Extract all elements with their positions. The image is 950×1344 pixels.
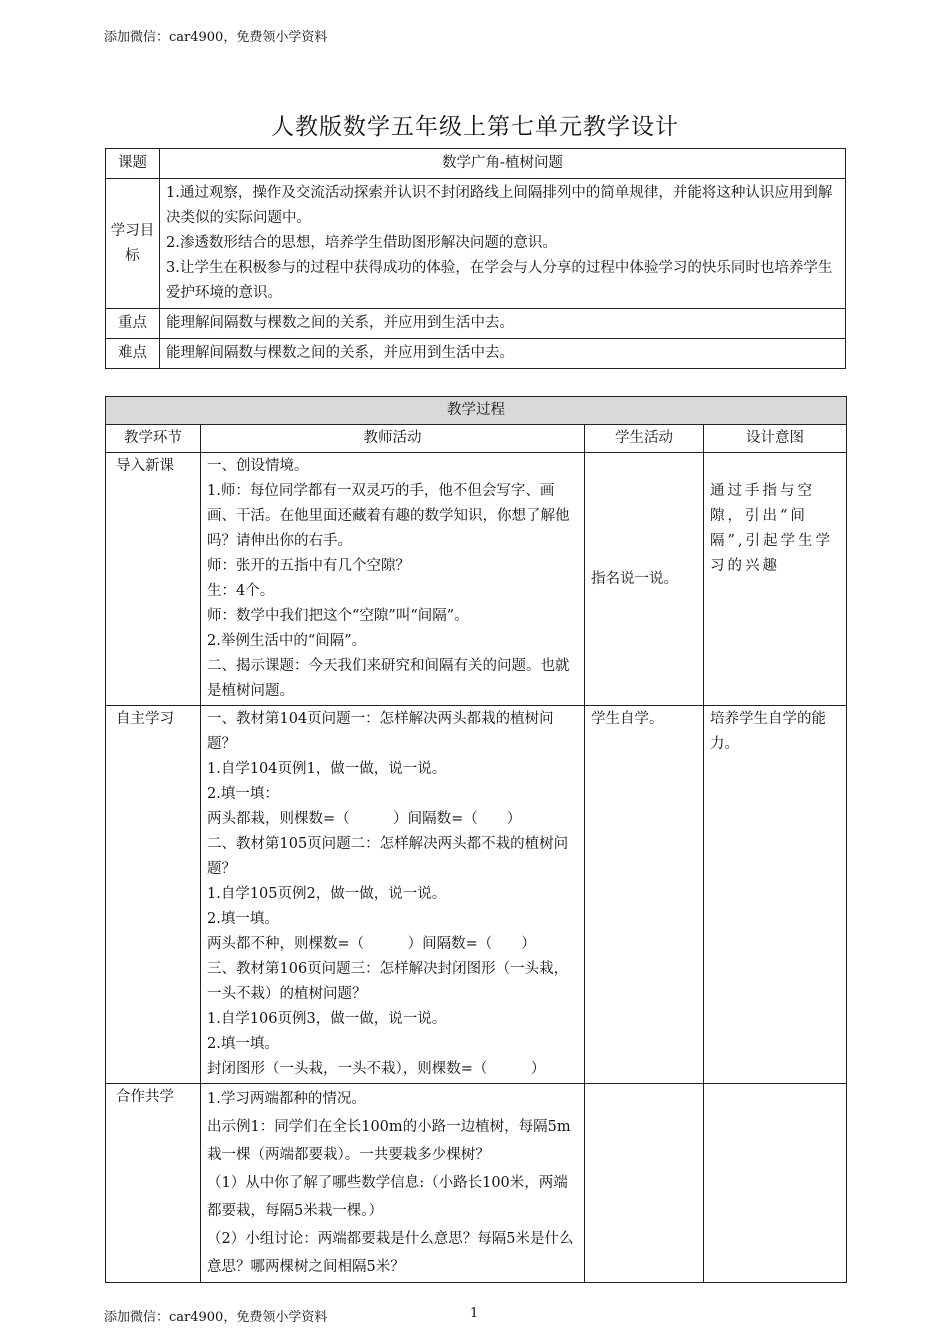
teacher-activity-cell <box>201 453 585 706</box>
teacher-line: 师：张开的五指中有几个空隙？ <box>207 558 410 574</box>
topic-value: 数学广角-植树问题 <box>160 149 846 179</box>
topic-label: 课题 <box>106 149 160 179</box>
footer-note: 添加微信：car4900，免费领小学资料 <box>104 1310 328 1325</box>
phase-cell: 自主学习 <box>106 706 201 1084</box>
difficulty-label: 难点 <box>106 339 160 369</box>
difficulty-value: 能理解间隔数与棵数之间的关系，并应用到生活中去。 <box>160 339 846 369</box>
teacher-activity-cell <box>201 706 585 1084</box>
teacher-activity-cell <box>201 1084 585 1283</box>
teacher-line: 2.填一填。 <box>207 911 279 927</box>
student-activity-cell <box>585 1084 704 1283</box>
teacher-line: 两头都不种，则棵数=（ ）间隔数=（ ） <box>207 936 536 952</box>
objectives-label: 学习目标 <box>106 179 160 309</box>
teacher-line: 三、教材第106页问题三：怎样解决封闭图形（一头栽，一头不栽）的植树问题？ <box>207 961 569 1002</box>
teacher-line: 二、教材第105页问题二：怎样解决两头都不栽的植树问题？ <box>207 836 569 877</box>
teacher-line: 1.学习两端都种的情况。 <box>207 1091 366 1107</box>
page-title: 人教版数学五年级上第七单元教学设计 <box>271 114 679 140</box>
phase-cell: 合作共学 <box>106 1084 201 1283</box>
teacher-line: （1）从中你了解了哪些数学信息:（小路长100米，两端都要栽，每隔5米栽一棵。） <box>207 1175 568 1219</box>
phase-cell: 导入新课 <box>106 453 201 706</box>
design-intent-cell <box>704 453 847 706</box>
student-activity-cell: 指名说一说。 <box>585 453 704 706</box>
table-row <box>106 1084 847 1283</box>
teacher-line: （2）小组讨论：两端都要栽是什么意思？每隔5米是什么意思？哪两棵树之间相隔5米？ <box>207 1231 574 1275</box>
key-point-value: 能理解间隔数与棵数之间的关系，并应用到生活中去。 <box>160 309 846 339</box>
teacher-line: 生：4个。 <box>207 583 275 599</box>
table-row <box>106 453 847 706</box>
teacher-line: 二、揭示课题：今天我们来研究和间隔有关的问题。也就是植树问题。 <box>207 658 570 699</box>
difficulty-row <box>106 339 846 369</box>
student-activity-cell: 学生自学。 <box>585 706 704 1084</box>
key-point-label: 重点 <box>106 309 160 339</box>
process-table <box>105 396 847 1283</box>
teacher-line: 出示例1：同学们在全长100m的小路一边植树，每隔5m栽一棵（两端都要栽）。一共要栽多少棵树？ <box>207 1119 571 1163</box>
teacher-line: 两头都栽，则棵数=（ ）间隔数=（ ） <box>207 811 522 827</box>
design-intent-cell: 培养学生自学的能力。 <box>704 706 847 1084</box>
overview-table <box>105 148 846 369</box>
teacher-line: 1.师：每位同学都有一双灵巧的手，他不但会写字、画画、干活。在他里面还藏着有趣的数学知识，你想了解他吗？请伸出你的右手。 <box>207 483 570 549</box>
key-point-row <box>106 309 846 339</box>
teacher-line: 1.自学106页例3，做一做，说一说。 <box>207 1011 447 1027</box>
header-note: 添加微信：car4900，免费领小学资料 <box>104 30 328 45</box>
design-intent-text: 通过手指与空隙，引出“间隔”,引起学生学习的兴趣 <box>710 483 834 574</box>
topic-row <box>106 149 846 179</box>
objective-item: 3.让学生在积极参与的过程中获得成功的体验，在学会与人分享的过程中体验学习的快乐同时也培养学生爱护环境的意识。 <box>166 260 833 301</box>
column-header: 教学环节 <box>106 425 201 453</box>
objectives-row <box>106 179 846 309</box>
objective-item: 2.渗透数形结合的思想，培养学生借助图形解决问题的意识。 <box>166 235 557 251</box>
column-header: 设计意图 <box>704 425 847 453</box>
teacher-line: 1.自学104页例1，做一做，说一说。 <box>207 761 447 777</box>
design-intent-cell <box>704 1084 847 1283</box>
process-section-title: 教学过程 <box>106 397 847 425</box>
objectives-list <box>160 179 846 309</box>
teacher-line: 2.填一填。 <box>207 1036 279 1052</box>
column-header: 学生活动 <box>585 425 704 453</box>
objective-item: 1.通过观察，操作及交流活动探索并认识不封闭路线上间隔排列中的简单规律，并能将这种认识应用到解决类似的实际问题中。 <box>166 185 833 226</box>
teacher-line: 1.自学105页例2，做一做，说一说。 <box>207 886 447 902</box>
teacher-line: 一、教材第104页问题一：怎样解决两头都栽的植树问题？ <box>207 711 554 752</box>
teacher-line: 封闭图形（一头栽，一头不栽），则棵数=（ ） <box>207 1061 546 1077</box>
teacher-line: 2.举例生活中的“间隔”。 <box>207 633 367 649</box>
teacher-line: 2.填一填： <box>207 786 279 802</box>
teacher-line: 一、创设情境。 <box>207 458 309 474</box>
teacher-line: 师：数学中我们把这个“空隙”叫“间隔”。 <box>207 608 469 624</box>
column-header: 教师活动 <box>201 425 585 453</box>
page-number: 1 <box>470 1306 479 1321</box>
column-header-row <box>106 425 847 453</box>
table-row <box>106 706 847 1084</box>
